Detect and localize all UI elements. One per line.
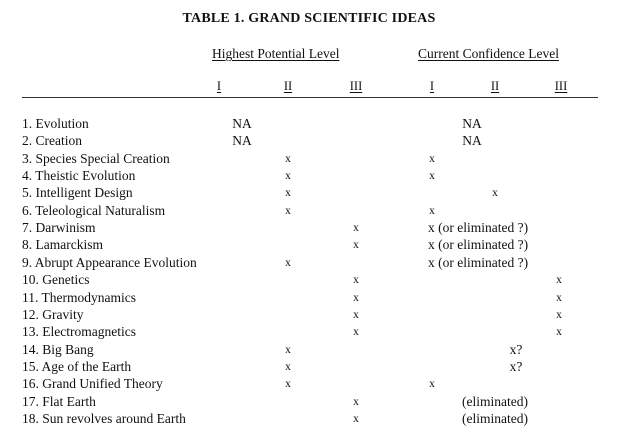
table-title: TABLE 1. GRAND SCIENTIFIC IDEAS [182,11,436,26]
table-row [0,116,618,133]
row-label: 2. Creation [22,133,82,149]
table-row [0,376,618,393]
cell-c1: NA [462,116,482,131]
cell-c1: x (or eliminated ?) [428,220,529,236]
table-row [0,151,618,168]
cell-c1: x [429,152,435,165]
cell-p2: x [285,378,291,391]
cell-c3: x [556,274,562,287]
table-row [0,411,618,428]
cell-c1: x (or eliminated ?) [428,237,529,253]
table-row [0,394,618,411]
cell-p3: x [353,326,359,339]
cell-p3: x [353,222,359,235]
cell-p2: x [285,204,291,217]
row-label: 9. Abrupt Appearance Evolution [22,254,197,270]
table-row [0,185,618,202]
cell-p1: NA [232,116,252,131]
cell-c1: x [429,170,435,183]
header-rule [22,97,598,98]
row-label: 10. Genetics [22,272,90,288]
row-label: 8. Lamarckism [22,237,103,253]
cell-p3: x [353,395,359,408]
table-row [0,133,618,150]
cell-p2: x [285,152,291,165]
cell-p2: x [285,187,291,200]
cell-c1: NA [462,133,482,149]
row-label: 7. Darwinism [22,220,96,236]
table-row [0,342,618,359]
cell-c3: x [556,326,562,339]
row-label: 17. Flat Earth [22,393,96,409]
cell-c3: x [556,308,562,321]
column-header-confidence-2: II [490,79,500,93]
cell-c1: x [429,378,435,391]
cell-c1: x [429,204,435,217]
cell-p2: x [285,360,291,373]
row-label: 6. Teleological Naturalism [22,202,166,218]
cell-c2: x? [509,358,523,374]
row-label: 3. Species Special Creation [22,150,170,166]
table-row [0,168,618,185]
cell-c2: x [492,187,498,200]
row-label: 5. Intelligent Design [22,185,133,201]
cell-p2: x [285,343,291,356]
row-label: 4. Theistic Evolution [22,168,136,184]
row-label: 18. Sun revolves around Earth [22,410,186,426]
table-row [0,324,618,341]
group-header-current-confidence: Current Confidence Level [418,46,559,61]
cell-p2: x [285,256,291,269]
row-label: 14. Big Bang [22,341,94,357]
cell-c1: x (or eliminated ?) [428,254,529,270]
cell-p3: x [353,308,359,321]
cell-p3: x [353,412,359,425]
column-header-confidence-1: I [429,79,435,93]
row-label: 13. Electromagnetics [22,324,136,340]
column-header-confidence-3: III [554,79,568,93]
column-header-potential-1: I [216,79,222,93]
table-row [0,307,618,324]
table-row [0,290,618,307]
cell-p3: x [353,274,359,287]
cell-p1: NA [232,133,252,149]
cell-c3: x [556,291,562,304]
table-row [0,237,618,254]
cell-c2: x? [509,341,523,357]
column-header-potential-3: III [349,79,363,93]
cell-c2: (eliminated) [462,393,528,409]
cell-c2: (eliminated) [462,410,528,426]
table-row [0,203,618,220]
cell-p2: x [285,170,291,183]
table-row [0,359,618,376]
cell-p3: x [353,291,359,304]
row-label: 16. Grand Unified Theory [22,376,163,392]
row-label: 15. Age of the Earth [22,358,132,374]
table-row [0,255,618,272]
table-row [0,220,618,237]
row-label: 11. Thermodynamics [22,289,136,305]
column-header-potential-2: II [283,79,293,93]
row-label: 1. Evolution [22,116,89,131]
group-header-highest-potential: Highest Potential Level [212,46,340,61]
row-label: 12. Gravity [22,306,84,322]
cell-p3: x [353,239,359,252]
table-row [0,272,618,289]
